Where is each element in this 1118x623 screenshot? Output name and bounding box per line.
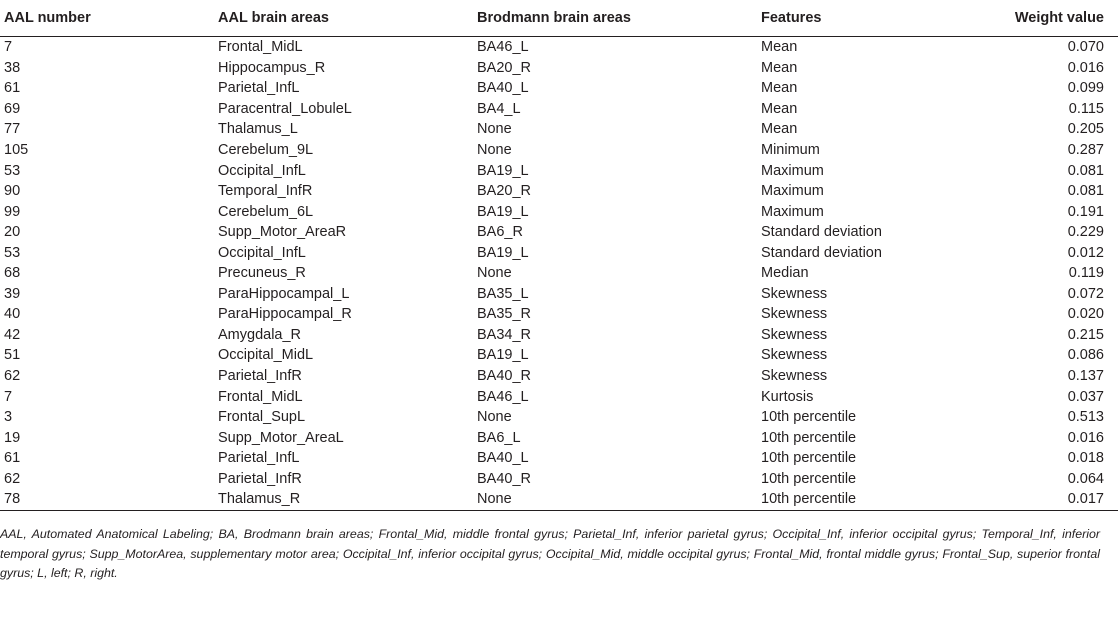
cell-aal-brain-area: Thalamus_R bbox=[218, 489, 477, 510]
cell-feature: Skewness bbox=[761, 326, 828, 343]
table-row bbox=[0, 325, 1118, 346]
cell-aal-brain-area: Occipital_InfL bbox=[218, 162, 306, 179]
cell-aal-brain-area: ParaHippocampal_L bbox=[218, 285, 350, 302]
cell-brodmann-area: BA40_R bbox=[477, 470, 532, 487]
table-row bbox=[0, 427, 1118, 448]
cell-aal-number: 105 bbox=[4, 142, 29, 158]
cell-aal-brain-area: Cerebelum_9L bbox=[218, 142, 314, 158]
cell-aal-number: 62 bbox=[4, 368, 21, 385]
cell-brodmann-area: None bbox=[477, 121, 512, 138]
cell-aal-number: 53 bbox=[4, 162, 21, 179]
cell-weight-value: 0.099 bbox=[1067, 80, 1104, 97]
cell-aal-brain-area: Supp_Motor_AreaL bbox=[218, 429, 344, 446]
cell-weight-value: 0.513 bbox=[1067, 409, 1104, 426]
table-row bbox=[0, 366, 1118, 387]
cell-brodmann-area: BA35_R bbox=[477, 306, 532, 323]
cell-brodmann-area: BA19_L bbox=[477, 244, 529, 261]
cell-brodmann-area: BA34_R bbox=[477, 326, 532, 343]
cell-aal-brain-area: Temporal_InfR bbox=[218, 183, 313, 200]
cell-feature: Skewness bbox=[761, 306, 828, 323]
cell-aal-brain-area: Parietal_InfR bbox=[218, 368, 302, 385]
cell-feature: Maximum bbox=[761, 183, 824, 200]
table-header bbox=[0, 0, 1118, 37]
cell-weight-value: 0.018 bbox=[1067, 450, 1104, 467]
cell-aal-number: 3 bbox=[4, 409, 13, 426]
table-row bbox=[0, 160, 1118, 181]
table-row bbox=[0, 201, 1118, 222]
table-row bbox=[0, 489, 1118, 510]
cell-brodmann-area: BA40_L bbox=[477, 450, 529, 467]
cell-brodmann-area: BA19_L bbox=[477, 162, 529, 179]
cell-aal-number: 61 bbox=[4, 450, 21, 467]
table-footnote: AAL, Automated Anatomical Labeling; BA, Brodmann brain areas; Frontal_Mid, middle frontal gyrus; Parietal_Inf, inferior parietal gyrus; Occipital_Inf, inferior occipital gyrus; Temporal_Inf, inferior temporal gyrus; Supp_MotorArea, supplementary motor area; Occipital_Inf, inferior occipital gyrus; Occipital_Mid, middle occipital gyrus; Frontal_Mid, frontal middle gyrus; Frontal_Sup, superior frontal gyrus; L, left; R, right. bbox=[0, 527, 1100, 580]
cell-brodmann-area: BA4_L bbox=[477, 100, 521, 117]
cell-feature: Mean bbox=[761, 39, 798, 56]
cell-aal-brain-area: Parietal_InfR bbox=[218, 470, 302, 487]
cell-aal-number: 53 bbox=[4, 244, 21, 261]
cell-aal-number: 78 bbox=[0, 489, 218, 510]
cell-brodmann-area: BA20_R bbox=[477, 183, 532, 200]
cell-weight-value: 0.016 bbox=[1067, 59, 1104, 76]
cell-feature: 10th percentile bbox=[761, 489, 937, 510]
cell-aal-number: 42 bbox=[4, 326, 21, 343]
cell-weight-value: 0.287 bbox=[1067, 142, 1104, 158]
cell-brodmann-area: BA40_R bbox=[477, 368, 532, 385]
cell-aal-number: 40 bbox=[4, 306, 21, 323]
cell-feature: Kurtosis bbox=[761, 388, 814, 405]
cell-brodmann-area: BA46_L bbox=[477, 388, 529, 405]
cell-feature: 10th percentile bbox=[761, 470, 857, 487]
cell-weight-value: 0.017 bbox=[937, 489, 1118, 510]
table-row bbox=[0, 140, 1118, 161]
table-row bbox=[0, 407, 1118, 428]
cell-aal-number: 20 bbox=[4, 224, 21, 241]
cell-feature: Mean bbox=[761, 80, 798, 97]
table-row bbox=[0, 284, 1118, 305]
cell-feature: Maximum bbox=[761, 203, 824, 220]
cell-weight-value: 0.215 bbox=[1067, 326, 1104, 343]
cell-brodmann-area: BA35_L bbox=[477, 285, 529, 302]
cell-aal-brain-area: Hippocampus_R bbox=[218, 59, 326, 76]
cell-feature: Skewness bbox=[761, 368, 828, 385]
cell-aal-number: 38 bbox=[4, 59, 21, 76]
cell-aal-number: 7 bbox=[4, 388, 13, 405]
header-aal-brain-areas: AAL brain areas bbox=[218, 0, 477, 37]
cell-aal-number: 7 bbox=[4, 39, 13, 56]
cell-aal-number: 19 bbox=[4, 429, 21, 446]
cell-feature: Standard deviation bbox=[761, 224, 882, 241]
cell-weight-value: 0.119 bbox=[1068, 265, 1104, 282]
cell-aal-number: 68 bbox=[4, 265, 21, 282]
table-row bbox=[0, 222, 1118, 243]
cell-weight-value: 0.070 bbox=[1067, 39, 1104, 56]
table-row bbox=[0, 37, 1118, 58]
header-row bbox=[0, 0, 1118, 37]
table-row bbox=[0, 78, 1118, 99]
cell-aal-number: 77 bbox=[4, 121, 21, 138]
header-brodmann-brain-areas: Brodmann brain areas bbox=[477, 0, 761, 37]
cell-feature: 10th percentile bbox=[761, 450, 857, 467]
table-row bbox=[0, 99, 1118, 120]
cell-brodmann-area: BA46_L bbox=[477, 39, 529, 56]
cell-brodmann-area: None bbox=[477, 142, 512, 158]
cell-brodmann-area: None bbox=[477, 265, 512, 282]
cell-brodmann-area: BA19_L bbox=[477, 203, 529, 220]
cell-aal-brain-area: Cerebelum_6L bbox=[218, 203, 314, 220]
cell-weight-value: 0.072 bbox=[1067, 285, 1104, 302]
table-row bbox=[0, 386, 1118, 407]
cell-aal-brain-area: Paracentral_LobuleL bbox=[218, 100, 352, 117]
table-body bbox=[0, 37, 1118, 511]
table-row bbox=[0, 468, 1118, 489]
cell-brodmann-area: BA6_L bbox=[477, 429, 521, 446]
cell-feature: 10th percentile bbox=[761, 429, 857, 446]
cell-feature: Mean bbox=[761, 100, 798, 117]
cell-feature: Minimum bbox=[761, 142, 820, 158]
cell-weight-value: 0.012 bbox=[1067, 244, 1104, 261]
cell-aal-brain-area: Frontal_MidL bbox=[218, 388, 303, 405]
cell-aal-number: 62 bbox=[4, 470, 21, 487]
table-row bbox=[0, 119, 1118, 140]
cell-brodmann-area: BA19_L bbox=[477, 347, 529, 364]
cell-aal-number: 61 bbox=[4, 80, 21, 97]
cell-weight-value: 0.064 bbox=[1067, 470, 1104, 487]
cell-weight-value: 0.229 bbox=[1067, 224, 1104, 241]
cell-weight-value: 0.081 bbox=[1067, 162, 1104, 179]
cell-feature: Skewness bbox=[761, 347, 828, 364]
cell-feature: 10th percentile bbox=[761, 409, 857, 426]
cell-aal-number: 99 bbox=[4, 203, 21, 220]
cell-aal-number: 90 bbox=[4, 183, 21, 200]
header-weight-value: Weight value bbox=[937, 0, 1118, 37]
cell-brodmann-area: BA40_L bbox=[477, 80, 529, 97]
table-row bbox=[0, 448, 1118, 469]
cell-aal-brain-area: Occipital_InfL bbox=[218, 244, 306, 261]
cell-feature: Mean bbox=[761, 121, 798, 138]
table-row bbox=[0, 242, 1118, 263]
cell-aal-brain-area: Parietal_InfL bbox=[218, 80, 300, 97]
cell-brodmann-area: BA6_R bbox=[477, 224, 523, 241]
cell-aal-number: 69 bbox=[4, 100, 21, 117]
cell-aal-brain-area: ParaHippocampal_R bbox=[218, 306, 352, 323]
table-row bbox=[0, 263, 1118, 284]
cell-aal-brain-area: Precuneus_R bbox=[218, 265, 306, 282]
cell-aal-brain-area: Parietal_InfL bbox=[218, 450, 300, 467]
cell-weight-value: 0.037 bbox=[1067, 388, 1104, 405]
table-row bbox=[0, 58, 1118, 79]
header-features: Features bbox=[761, 0, 937, 37]
cell-weight-value: 0.081 bbox=[1067, 183, 1104, 200]
cell-feature: Skewness bbox=[761, 285, 828, 302]
cell-aal-brain-area: Thalamus_L bbox=[218, 121, 298, 138]
cell-aal-number: 39 bbox=[4, 285, 21, 302]
table-row bbox=[0, 345, 1118, 366]
cell-aal-brain-area: Frontal_MidL bbox=[218, 39, 303, 56]
cell-feature: Maximum bbox=[761, 162, 824, 179]
cell-weight-value: 0.016 bbox=[1067, 429, 1104, 446]
cell-weight-value: 0.137 bbox=[1067, 368, 1104, 385]
cell-feature: Mean bbox=[761, 59, 798, 76]
cell-brodmann-area: BA20_R bbox=[477, 59, 532, 76]
cell-aal-brain-area: Frontal_SupL bbox=[218, 409, 306, 426]
table-row bbox=[0, 304, 1118, 325]
cell-weight-value: 0.086 bbox=[1067, 347, 1104, 364]
cell-brodmann-area: None bbox=[477, 489, 761, 510]
cell-weight-value: 0.205 bbox=[1067, 121, 1104, 138]
table-row bbox=[0, 181, 1118, 202]
cell-brodmann-area: None bbox=[477, 409, 512, 426]
cell-aal-brain-area: Occipital_MidL bbox=[218, 347, 314, 364]
cell-weight-value: 0.020 bbox=[1067, 306, 1104, 323]
cell-feature: Median bbox=[761, 265, 809, 282]
cell-weight-value: 0.191 bbox=[1067, 203, 1104, 220]
cell-feature: Standard deviation bbox=[761, 244, 882, 261]
cell-weight-value: 0.115 bbox=[1068, 100, 1104, 117]
cell-aal-brain-area: Amygdala_R bbox=[218, 326, 302, 343]
cell-aal-number: 51 bbox=[4, 347, 21, 364]
cell-aal-brain-area: Supp_Motor_AreaR bbox=[218, 224, 347, 241]
header-aal-number: AAL number bbox=[0, 0, 218, 37]
